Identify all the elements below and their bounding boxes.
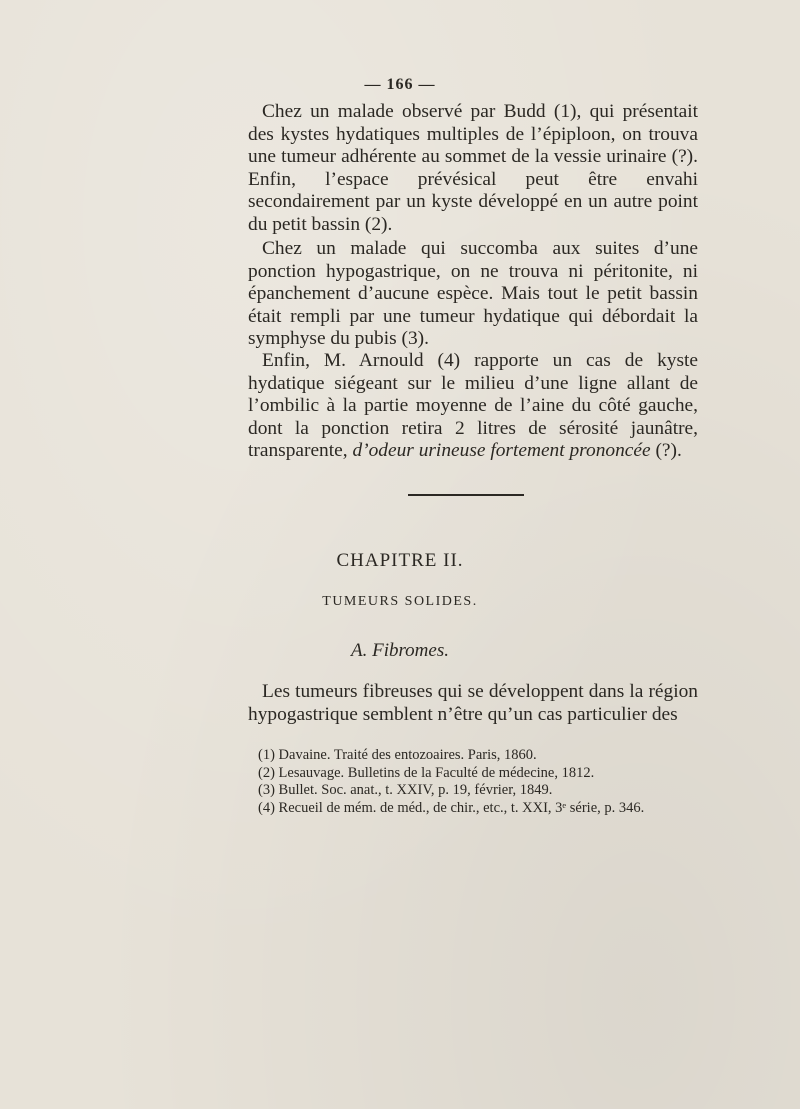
footnotes (258, 747, 708, 817)
footnote-author: Recueil (278, 799, 323, 816)
footnote-item (258, 747, 708, 765)
paragraph-fibreuses (248, 681, 698, 726)
chapter-heading: CHAPITRE II. (336, 550, 464, 571)
footnote-number: (2) (258, 764, 275, 781)
footnote-text: de mém. de méd., de chir., etc., t. XXI, 3ᵉ série, p. 346. (322, 799, 645, 816)
footnote-item (258, 765, 708, 783)
footnote-author: Lesauvage. (278, 764, 345, 781)
footnote-text: Bulletins de la Faculté de médecine, 1812. (344, 764, 595, 781)
footnote-number: (1) (258, 747, 275, 763)
footnote-number: (3) (258, 782, 275, 799)
footnote-text: Traité des entozoaires. Paris, 1860. (330, 747, 537, 763)
subsection-heading: A. Fibromes. (351, 640, 449, 661)
footnote-author: Davaine. (278, 747, 331, 763)
section-heading: TUMEURS SOLIDES. (322, 594, 478, 609)
paragraph-arnould-text: Enfin, M. Arnould (4) rapporte un cas de kyste hydatique siégeant sur le milieu d’une ligne allant de l’ombilic à la partie moyenne de l’aine du côté gauche, dont la ponction retira 2 litres de sérosité jaunâtre, transparente, (248, 350, 698, 462)
paragraph-ponction-text: Chez un malade qui succomba aux suites d’une ponction hypogastrique, on ne trouva ni péritonite, ni épanchement d’aucune espèce. Mais tout le petit bassin était rempli par une tumeur hydatique qui débordait la symphyse du pubis (3). (248, 238, 698, 350)
paragraph-arnould-italic: d’odeur urineuse fortement prononcée (352, 440, 651, 462)
paragraph-ponction (248, 238, 698, 351)
paragraph-fibreuses-text: Les tumeurs fibreuses qui se développent dans la région hypogastrique semblent n’être qu’un cas particulier des (248, 681, 698, 725)
footnote-text: Soc. anat., t. XXIV, p. 19, février, 1849. (317, 782, 553, 799)
section-divider (408, 494, 524, 496)
paragraph-arnould (248, 350, 698, 463)
footnote-number: (4) (258, 799, 275, 816)
footnote-item (258, 782, 708, 800)
footnote-author: Bullet. (278, 782, 318, 799)
footnote-item (258, 800, 708, 818)
page-number: — 166 — (364, 76, 436, 93)
paragraph-budd (248, 101, 698, 237)
paragraph-arnould-end: (?). (650, 440, 682, 462)
paragraph-budd-text: Chez un malade observé par Budd (1), qui présentait des kystes hydatiques multiples de l’épiploon, on trouva une tumeur adhérente au sommet de la vessie urinaire (?). Enfin, l’espace prévésical peut être envahi secondairement par un kyste développé en un autre point du petit bassin (2). (248, 101, 698, 235)
